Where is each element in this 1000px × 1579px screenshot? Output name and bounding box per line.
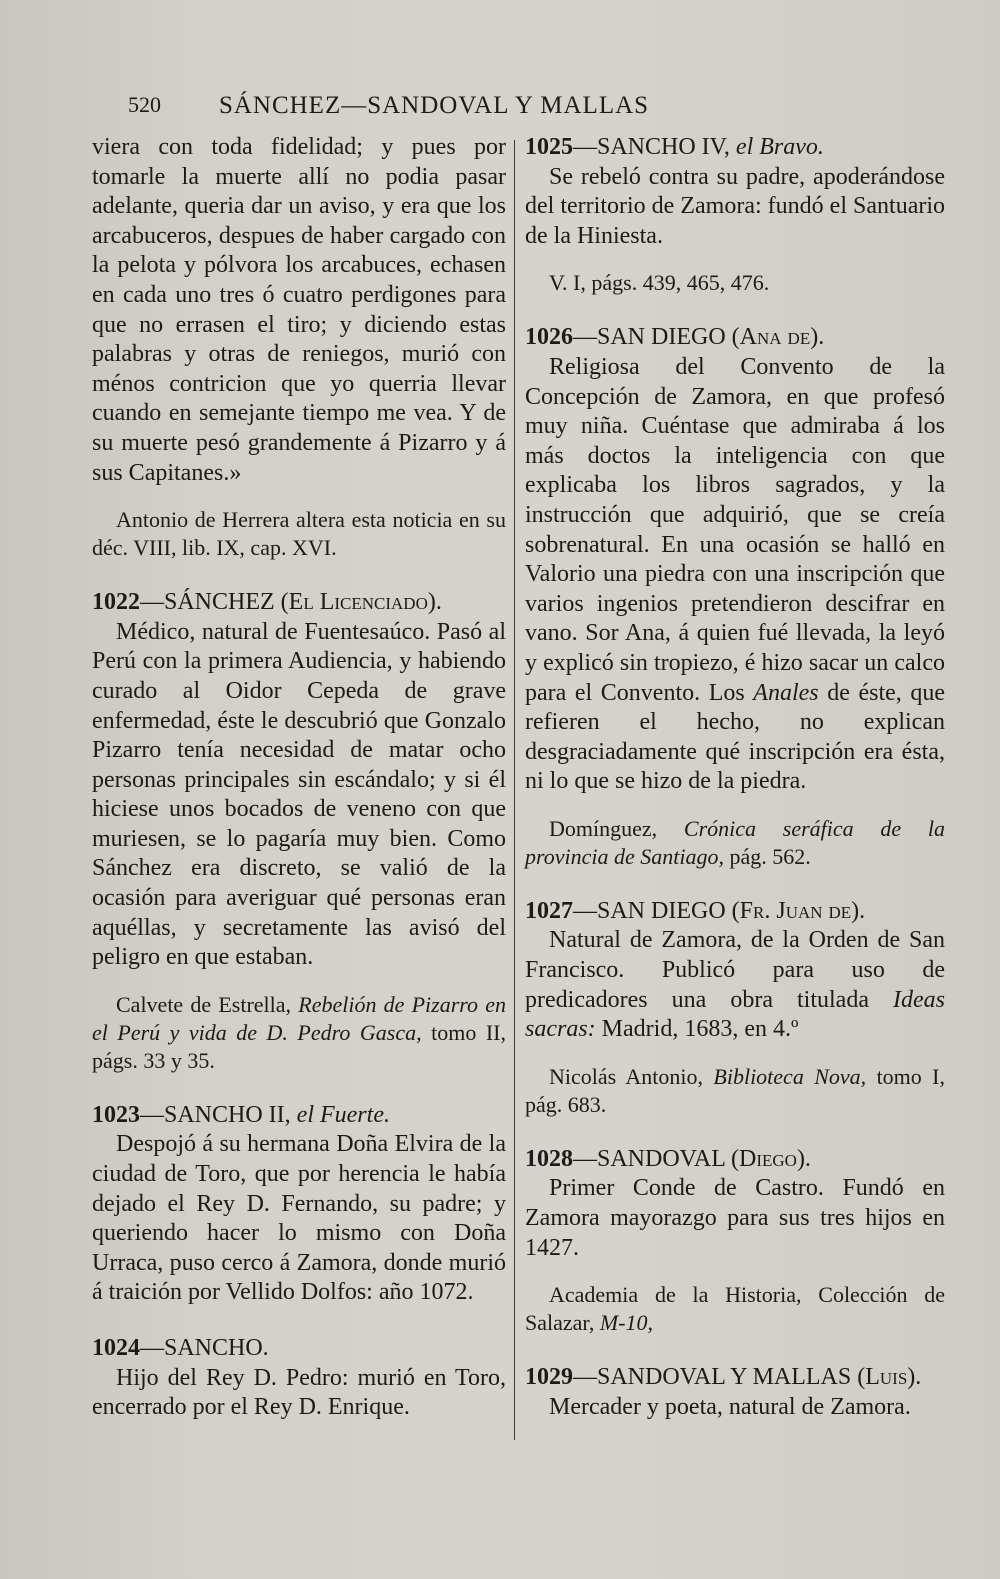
source-reference: tomo II, págs. 33 y 35. [92,1019,506,1073]
entry-name: SANDOVAL Y MALLAS [597,1364,852,1391]
page-number: 520 [128,92,161,117]
entry-1028-body: Primer Conde de Castro. Fundó en Zamora mayorazgo para sus tres hijos en 1427. [525,1175,945,1261]
entry-1025-heading: 1025—SANCHO IV, el Bravo. [525,134,824,160]
body-text: Natural de Zamora, de la Orden de San Francisco. Publicó para uso de predicadores una obra titulada [525,927,945,1013]
entry-name: SÁNCHEZ [164,589,275,616]
left-column [92,133,506,1423]
entry-qualifier: el Fuerte. [296,1101,390,1128]
entry-1024-body: Hijo del Rey D. Pedro: murió en Toro, encerrado por el Rey D. Enrique. [92,1364,506,1421]
entry-1027-body [525,926,945,1044]
entry-name: SANDOVAL [597,1145,726,1172]
entry-name: SAN DIEGO [597,897,726,924]
entry-number: 1029 [525,1364,573,1391]
entry-1028-source [525,1281,945,1337]
source-title: Crónica seráfica de la provincia de Santiago, [525,815,945,869]
source-title: Biblioteca Nova, [713,1063,867,1089]
entry-1025-body: Se rebeló contra su padre, apoderándose del territorio de Zamora: fundó el Santuario de la Hiniesta. [525,163,945,249]
entry-name: SAN DIEGO [597,324,726,351]
entry-qualifier: (Fr. Juan de). [731,897,866,924]
body-italic: Ideas sacras: [525,986,946,1043]
entry-number: 1028 [525,1145,573,1172]
continuation-text: viera con toda fidelidad; y pues por tomarle la muerte allí no podia pasar adelante, queria dar un aviso, y era que los arcabuceros, despues de haber cargado con la pelota y pólvora los arcabuces, echasen en cada uno tres ó cuatro perdigones para que no errasen el tiro; y diciendo estas palabras y otras de reniegos, murió con ménos contricion que yo querria llevar cuando en semejante tiempo me vea. Y de su muerte pesó grandemente á Pizarro y á sus Capitanes.» [92,134,506,486]
entry-1022-body: Médico, natural de Fuentesaúco. Pasó al Perú con la primera Audiencia, y habiendo curado al Oidor Cepeda de grave enfermedad, éste le descubrió que Gonzalo Pizarro tenía necesidad de matar ocho personas principales sin escándalo; y si él hiciese unos bocados de veneno con que muriesen, se lo pagaría muy bien. Como Sánchez era discreto, se valió de la ocasión para averiguar qué personas eran aquéllas, y secretamente las avisó del peligro en que estaban. [92,618,506,971]
entry-qualifier: (Ana de). [731,324,825,351]
entry-1023-heading: 1023—SANCHO II, el Fuerte. [92,1101,390,1128]
entry-1029-heading: 1029—SANDOVAL Y MALLAS (Luis). [525,1364,922,1391]
continuation-source: Antonio de Herrera altera esta noticia en su déc. VIII, lib. IX, cap. XVI. [92,507,506,561]
running-title: SÁNCHEZ—SANDOVAL Y MALLAS [218,92,650,119]
entry-number: 1023 [92,1101,140,1128]
body-text: Religiosa del Convento de la Concepción de Zamora, en que profesó muy niña. Cuéntase que admiraba á los más doctos la inteligencia con que explicaba los libros sagrados, y la instrucción que adquirió, que se creía sobrenatural. En una ocasión se halló en Valorio una piedra con una inscripción que varios ingenios pretendieron descifrar en vano. Sor Ana, á quien fué llevada, la leyó y explicó sin tropiezo, é hizo sacar un calco para el Convento. Los [525,353,945,706]
entry-1023-body: Despojó á su hermana Doña Elvira de la ciudad de Toro, que por herencia le había dejado el Rey D. Fernando, su padre; y queriendo hacer lo mismo con Doña Urraca, puso cerco á Zamora, donde murió á traición por Vellido Dolfos: año 1072. [92,1131,506,1306]
entry-number: 1025 [525,134,573,160]
entry-1024-heading: 1024—SANCHO. [92,1335,269,1361]
source-italic: M-10, [599,1310,654,1336]
entry-name: SANCHO II, [164,1101,291,1128]
entry-1025-source: V. I, págs. 439, 465, 476. [549,270,770,296]
entry-1026-source [525,815,945,871]
body-text: Madrid, 1683, en 4.º [601,1016,799,1043]
source-author: Calvete de Estrella, [116,991,292,1017]
column-divider [514,140,515,1440]
source-author: Domínguez, [549,815,658,841]
entry-1028-heading: 1028—SANDOVAL (Diego). [525,1145,811,1172]
entry-number: 1022 [92,589,140,616]
source-reference: pág. 562. [729,843,811,869]
entry-number: 1027 [525,897,573,924]
entry-number: 1024 [92,1335,140,1361]
entry-qualifier: el Bravo. [735,134,824,160]
entry-qualifier: (Diego). [731,1145,811,1172]
entry-1029-body: Mercader y poeta, natural de Zamora. [549,1393,911,1420]
source-reference: tomo I, pág. 683. [525,1063,946,1117]
entry-1027-source [525,1063,945,1119]
entry-name: SANCHO. [164,1335,269,1361]
source-author: Nicolás Antonio, [549,1063,703,1089]
entry-1022-heading: 1022—SÁNCHEZ (El Licenciado). [92,589,442,616]
source-text: Academia de la Historia, Colección de Salazar, [525,1282,945,1336]
page-header [128,92,740,132]
entry-qualifier: (Luis). [857,1364,922,1391]
entry-1027-heading: 1027—SAN DIEGO (Fr. Juan de). [525,897,866,924]
entry-qualifier: (El Licenciado). [280,589,442,616]
entry-number: 1026 [525,324,573,351]
right-column [525,133,945,1422]
body-italic: Anales [753,679,819,706]
entry-1026-heading: 1026—SAN DIEGO (Ana de). [525,324,825,351]
entry-1022-source [92,991,506,1075]
body-text: de éste, que refieren el hecho, no explican desgraciadamente qué inscripción era ésta, ni lo que se hizo de la piedra. [525,679,946,795]
source-title: Rebelión de Pizarro en el Perú y vida de D. Pedro Gasca, [92,991,507,1045]
entry-name: SANCHO IV, [597,134,730,160]
entry-1026-body [525,353,945,797]
